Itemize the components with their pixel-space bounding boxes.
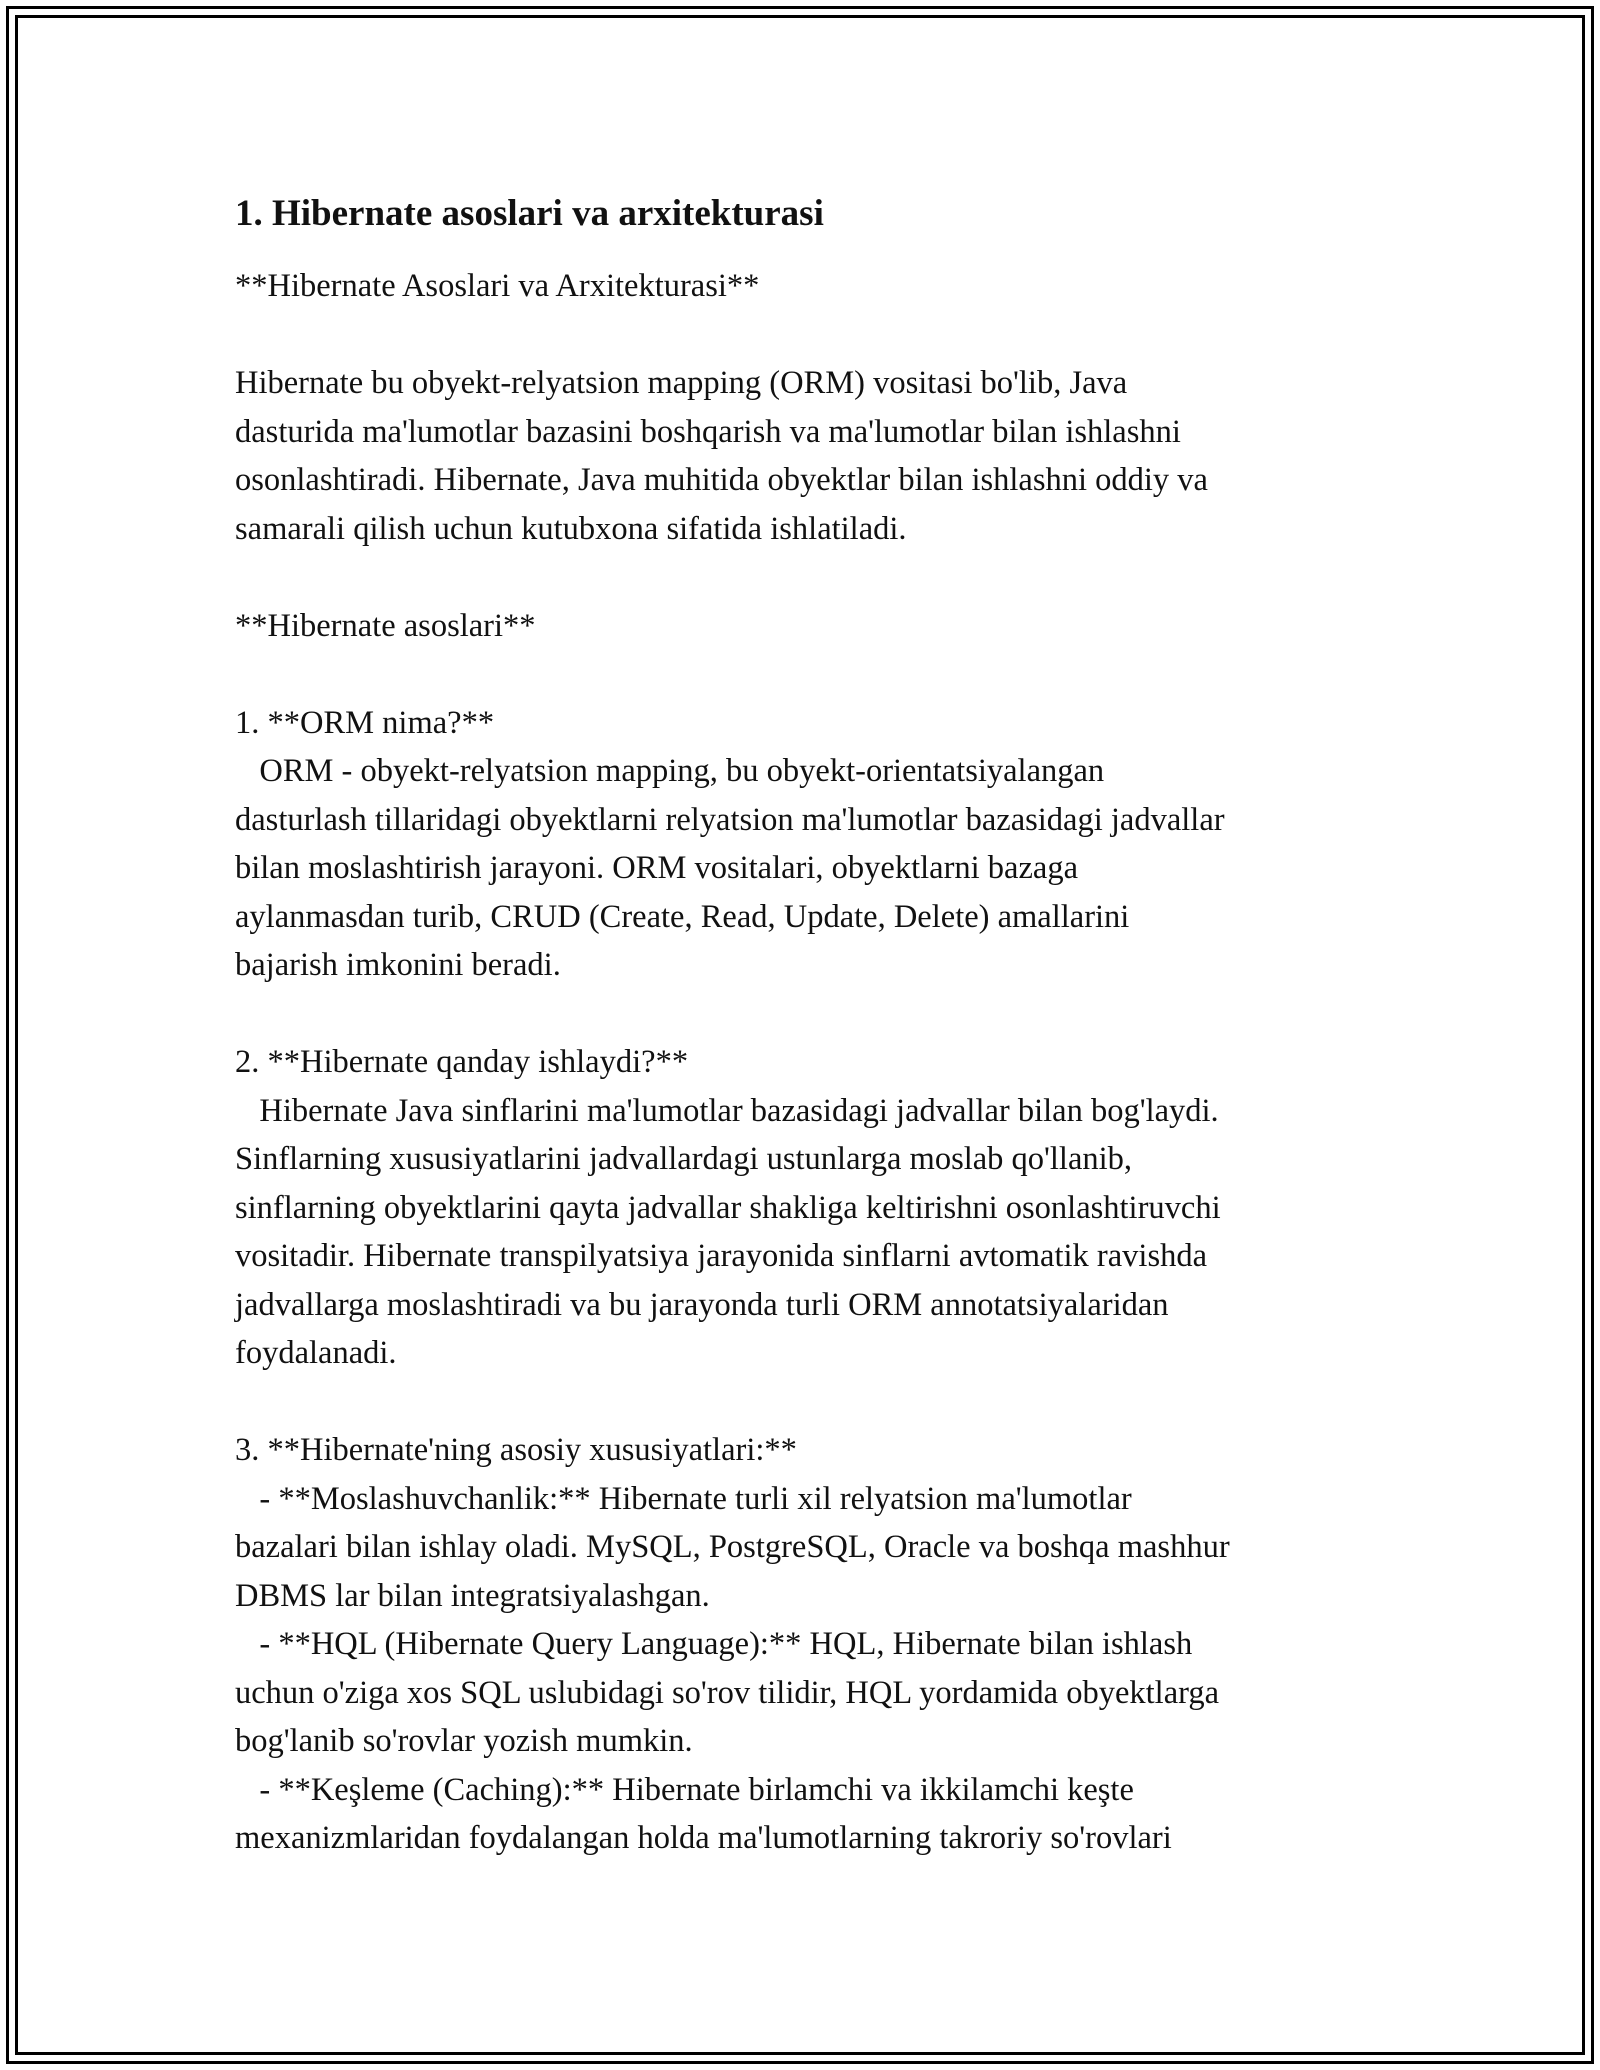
text-line: **Hibernate Asoslari va Arxitekturasi** [235,268,760,304]
text-line: samarali qilish uchun kutubxona sifatida ishlatiladi. [235,510,907,547]
text-line: jadvallarga moslashtiradi va bu jarayonda turli ORM annotatsiyalaridan [235,1286,1169,1323]
text-line: bilan moslashtirish jarayoni. ORM vositalari, obyektlarni bazaga [235,850,1079,886]
text-line: 2. **Hibernate qanday ishlaydi?** [235,1044,689,1080]
text-line: - **Moslashuvchanlik:** Hibernate turli xil relyatsion ma'lumotlar [235,1480,1132,1517]
text-line: - **HQL (Hibernate Query Language):** HQL, Hibernate bilan ishlash [235,1626,1193,1662]
text-line: dasturlash tillaridagi obyektlarni relyatsion ma'lumotlar bazasidagi jadvallar [235,801,1225,838]
text-line: DBMS lar bilan integratsiyalashgan. [235,1577,710,1614]
text-line: - **Keşleme (Caching):** Hibernate birlamchi va ikkilamchi keşte [235,1771,1134,1808]
text-line: uchun o'ziga xos SQL uslubidagi so'rov tilidir, HQL yordamida obyektlarga [235,1674,1220,1711]
text-line: vositadir. Hibernate transpilyatsiya jarayonida sinflarni avtomatik ravishda [235,1238,1208,1274]
document-body [235,186,1365,1863]
text-line: 3. **Hibernate'ning asosiy xususiyatlari:** [235,1432,797,1468]
text-line: foydalanadi. [235,1335,397,1371]
text-line: Hibernate bu obyekt-relyatsion mapping (ORM) vositasi bo'lib, Java [235,365,1128,401]
text-line: sinflarning obyektlarini qayta jadvallar shakliga keltirishni osonlashtiruvchi [235,1189,1221,1226]
text-line: mexanizmlaridan foydalangan holda ma'lumotlarning takroriy so'rovlari [235,1820,1172,1856]
text-line [235,650,1365,699]
text-line: osonlashtiradi. Hibernate, Java muhitida obyektlar bilan ishlashni oddiy va [235,462,1208,498]
text-line [235,553,1365,602]
text-line: **Hibernate asoslari** [235,607,536,644]
text-line: 1. **ORM nima?** [235,704,495,741]
text-line [235,990,1365,1039]
document-text [235,262,1365,1863]
text-line: bog'lanib so'rovlar yozish mumkin. [235,1723,693,1759]
document-title: 1. Hibernate asoslari va arxitekturasi [235,193,824,234]
text-line: ORM - obyekt-relyatsion mapping, bu obyekt-orientatsiyalangan [235,753,1105,789]
text-line [235,1378,1365,1427]
text-line: bajarish imkonini beradi. [235,947,561,983]
text-line [235,311,1365,360]
text-line: bazalari bilan ishlay oladi. MySQL, PostgreSQL, Oracle va boshqa mashhur [235,1529,1230,1565]
text-line: aylanmasdan turib, CRUD (Create, Read, Update, Delete) amallarini [235,898,1130,935]
text-line: Sinflarning xususiyatlarini jadvallardagi ustunlarga moslab qo'llanib, [235,1141,1133,1177]
text-line: dasturida ma'lumotlar bazasini boshqarish va ma'lumotlar bilan ishlashni [235,413,1181,450]
text-line: Hibernate Java sinflarini ma'lumotlar bazasidagi jadvallar bilan bog'laydi. [235,1092,1219,1129]
